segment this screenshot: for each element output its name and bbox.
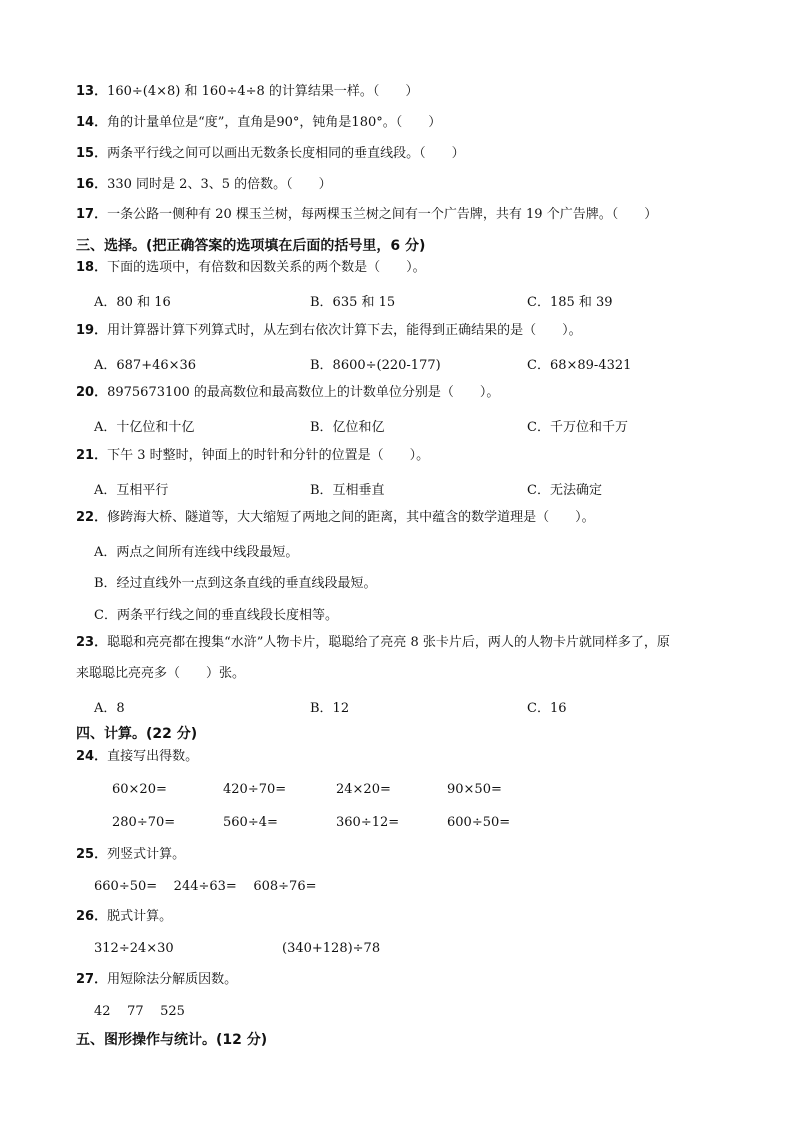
question-26 xyxy=(76,909,172,925)
question-17 xyxy=(76,207,657,223)
question-text: 160÷(4×8) 和 160÷4÷8 的计算结果一样。（ ） xyxy=(107,84,419,99)
question-text: 直接写出得数。 xyxy=(107,749,199,764)
question-text: 下午 3 时整时，钟面上的时针和分针的位置是（ ）。 xyxy=(107,448,430,463)
question-18 xyxy=(76,260,426,276)
question-text: 下面的选项中，有倍数和因数关系的两个数是（ ）。 xyxy=(107,260,426,275)
option-a: A．互相平行 xyxy=(94,483,169,498)
question-number: 22． xyxy=(76,510,108,525)
question-number: 20． xyxy=(76,385,108,400)
option-b: B．8600÷(220-177) xyxy=(310,358,441,373)
oral-calc-item: 60×20= xyxy=(112,782,167,797)
option-c: C．185 和 39 xyxy=(527,295,613,310)
question-number: 19． xyxy=(76,323,108,338)
question-number: 23． xyxy=(76,635,108,650)
option-a: A．80 和 16 xyxy=(94,295,171,310)
question-text: 列竖式计算。 xyxy=(107,847,186,862)
question-text: 用短除法分解质因数。 xyxy=(107,972,238,987)
question-27 xyxy=(76,972,237,988)
question-14 xyxy=(76,115,441,131)
question-number: 15． xyxy=(76,146,108,161)
option-c: C．两条平行线之间的垂直线段长度相等。 xyxy=(94,608,338,623)
question-19 xyxy=(76,323,582,339)
question-text: 8975673100 的最高数位和最高数位上的计数单位分别是（ ）。 xyxy=(107,385,500,400)
option-c: C．68×89-4321 xyxy=(527,358,632,373)
option-b: B．635 和 15 xyxy=(310,295,396,310)
oral-calc-item: 600÷50= xyxy=(447,815,511,830)
question-23-continued: 来聪聪比亮亮多（ ）张。 xyxy=(76,666,246,681)
question-number: 26． xyxy=(76,909,108,924)
question-number: 21． xyxy=(76,448,108,463)
question-text: 两条平行线之间可以画出无数条长度相同的垂直线段。（ ） xyxy=(107,146,465,161)
option-b: B．亿位和亿 xyxy=(310,420,385,435)
oral-calc-item: 560÷4= xyxy=(223,815,278,830)
question-number: 18． xyxy=(76,260,108,275)
question-24 xyxy=(76,749,198,765)
option-b: B．互相垂直 xyxy=(310,483,385,498)
oral-calc-item: 24×20= xyxy=(336,782,391,797)
question-text: 一条公路一侧种有 20 棵玉兰树，每两棵玉兰树之间有一个广告牌，共有 19 个广告牌。（ ） xyxy=(107,207,658,222)
question-23 xyxy=(76,635,670,651)
question-text: 330 同时是 2、3、5 的倍数。（ ） xyxy=(107,177,332,192)
oral-calc-item: 90×50= xyxy=(447,782,502,797)
option-c: C．千万位和千万 xyxy=(527,420,628,435)
option-a: A．687+46×36 xyxy=(94,358,197,373)
question-13 xyxy=(76,84,418,100)
question-number: 24． xyxy=(76,749,108,764)
option-a: A．十亿位和十亿 xyxy=(94,420,195,435)
option-a: A．两点之间所有连线中线段最短。 xyxy=(94,545,299,560)
option-b: B．12 xyxy=(310,701,350,716)
question-text: 聪聪和亮亮都在搜集“水浒”人物卡片，聪聪给了亮亮 8 张卡片后，两人的人物卡片就同样多了，原 xyxy=(107,635,670,650)
question-22 xyxy=(76,510,595,526)
question-number: 13． xyxy=(76,84,108,99)
factor-items: 42 77 525 xyxy=(94,1004,185,1019)
question-number: 17． xyxy=(76,207,108,222)
oral-calc-item: 280÷70= xyxy=(112,815,176,830)
section-heading-4: 四、计算。(22 分) xyxy=(76,726,198,742)
question-number: 16． xyxy=(76,177,108,192)
question-text: 脱式计算。 xyxy=(107,909,173,924)
question-number: 14． xyxy=(76,115,108,130)
step-calc-item: 312÷24×30 xyxy=(94,941,174,956)
section-heading-3: 三、选择。(把正确答案的选项填在后面的括号里，6 分) xyxy=(76,238,426,254)
step-calc-item: (340+128)÷78 xyxy=(282,941,381,956)
option-a: A．8 xyxy=(94,701,125,716)
question-text: 修跨海大桥、隧道等，大大缩短了两地之间的距离，其中蕴含的数学道理是（ ）。 xyxy=(107,510,595,525)
option-b: B．经过直线外一点到这条直线的垂直线段最短。 xyxy=(94,576,377,591)
option-c: C．16 xyxy=(527,701,567,716)
oral-calc-item: 360÷12= xyxy=(336,815,400,830)
question-number: 25． xyxy=(76,847,108,862)
question-16 xyxy=(76,177,332,193)
question-15 xyxy=(76,146,465,162)
vertical-calc-items: 660÷50= 244÷63= 608÷76= xyxy=(94,879,317,894)
section-heading-5: 五、图形操作与统计。(12 分) xyxy=(76,1032,268,1048)
question-text: 用计算器计算下列算式时，从左到右依次计算下去，能得到正确结果的是（ ）。 xyxy=(107,323,582,338)
question-25 xyxy=(76,847,185,863)
option-c: C．无法确定 xyxy=(527,483,602,498)
question-20 xyxy=(76,385,499,401)
question-number: 27． xyxy=(76,972,108,987)
question-21 xyxy=(76,448,429,464)
oral-calc-item: 420÷70= xyxy=(223,782,287,797)
question-text: 角的计量单位是“度”，直角是90°，钝角是180°。（ ） xyxy=(107,115,442,130)
